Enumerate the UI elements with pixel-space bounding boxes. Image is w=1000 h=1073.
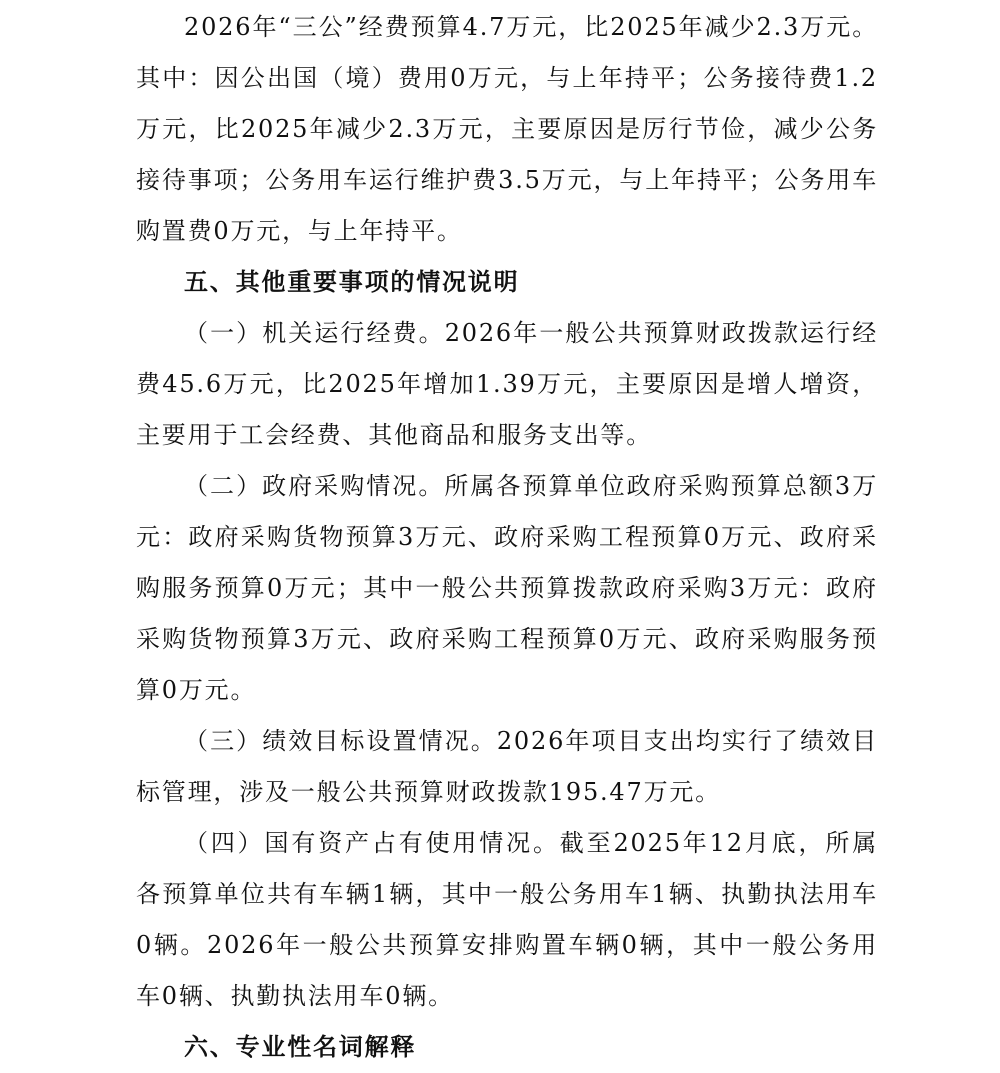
performance-targets-lead: （三）绩效目标设置情况。 <box>184 727 497 755</box>
government-procurement-body: 所属各预算单位政府采购预算总额3万元：政府采购货物预算3万元、政府采购工程预算0万元、政府采购服务预算0万元；其中一般公共预算拨款政府采购3万元：政府采购货物预算3万元、政府采购工程预算0万元、政府采购服务预算0万元。 <box>136 472 878 704</box>
operating-expenses-paragraph <box>136 308 878 461</box>
section-heading-other-matters: 五、其他重要事项的情况说明 <box>184 268 520 296</box>
three-public-expenses-paragraph: 2026年“三公”经费预算4.7万元，比2025年减少2.3万元。其中：因公出国（境）费用0万元，与上年持平；公务接待费1.2万元，比2025年减少2.3万元，主要原因是厉行节俭，减少公务接待事项；公务用车运行维护费3.5万元，与上年持平；公务用车购置费0万元，与上年持平。 <box>136 13 878 245</box>
government-procurement-lead: （二）政府采购情况。 <box>184 472 445 500</box>
performance-targets-paragraph <box>136 716 878 818</box>
performance-targets-body: 2026年项目支出均实行了绩效目标管理，涉及一般公共预算财政拨款195.47万元。 <box>136 727 878 806</box>
document-page <box>136 0 878 1073</box>
state-assets-lead: （四）国有资产占有使用情况。 <box>184 829 560 857</box>
government-procurement-paragraph <box>136 461 878 716</box>
state-assets-body: 截至2025年12月底，所属各预算单位共有车辆1辆，其中一般公务用车1辆、执勤执法用车0辆。2026年一般公共预算安排购置车辆0辆，其中一般公务用车0辆、执勤执法用车0辆。 <box>136 829 878 1010</box>
state-assets-paragraph <box>136 818 878 1022</box>
operating-expenses-body: 2026年一般公共预算财政拨款运行经费45.6万元，比2025年增加1.39万元，主要原因是增人增资，主要用于工会经费、其他商品和服务支出等。 <box>136 319 878 449</box>
operating-expenses-lead: （一）机关运行经费。 <box>184 319 445 347</box>
section-heading-glossary: 六、专业性名词解释 <box>184 1033 417 1061</box>
